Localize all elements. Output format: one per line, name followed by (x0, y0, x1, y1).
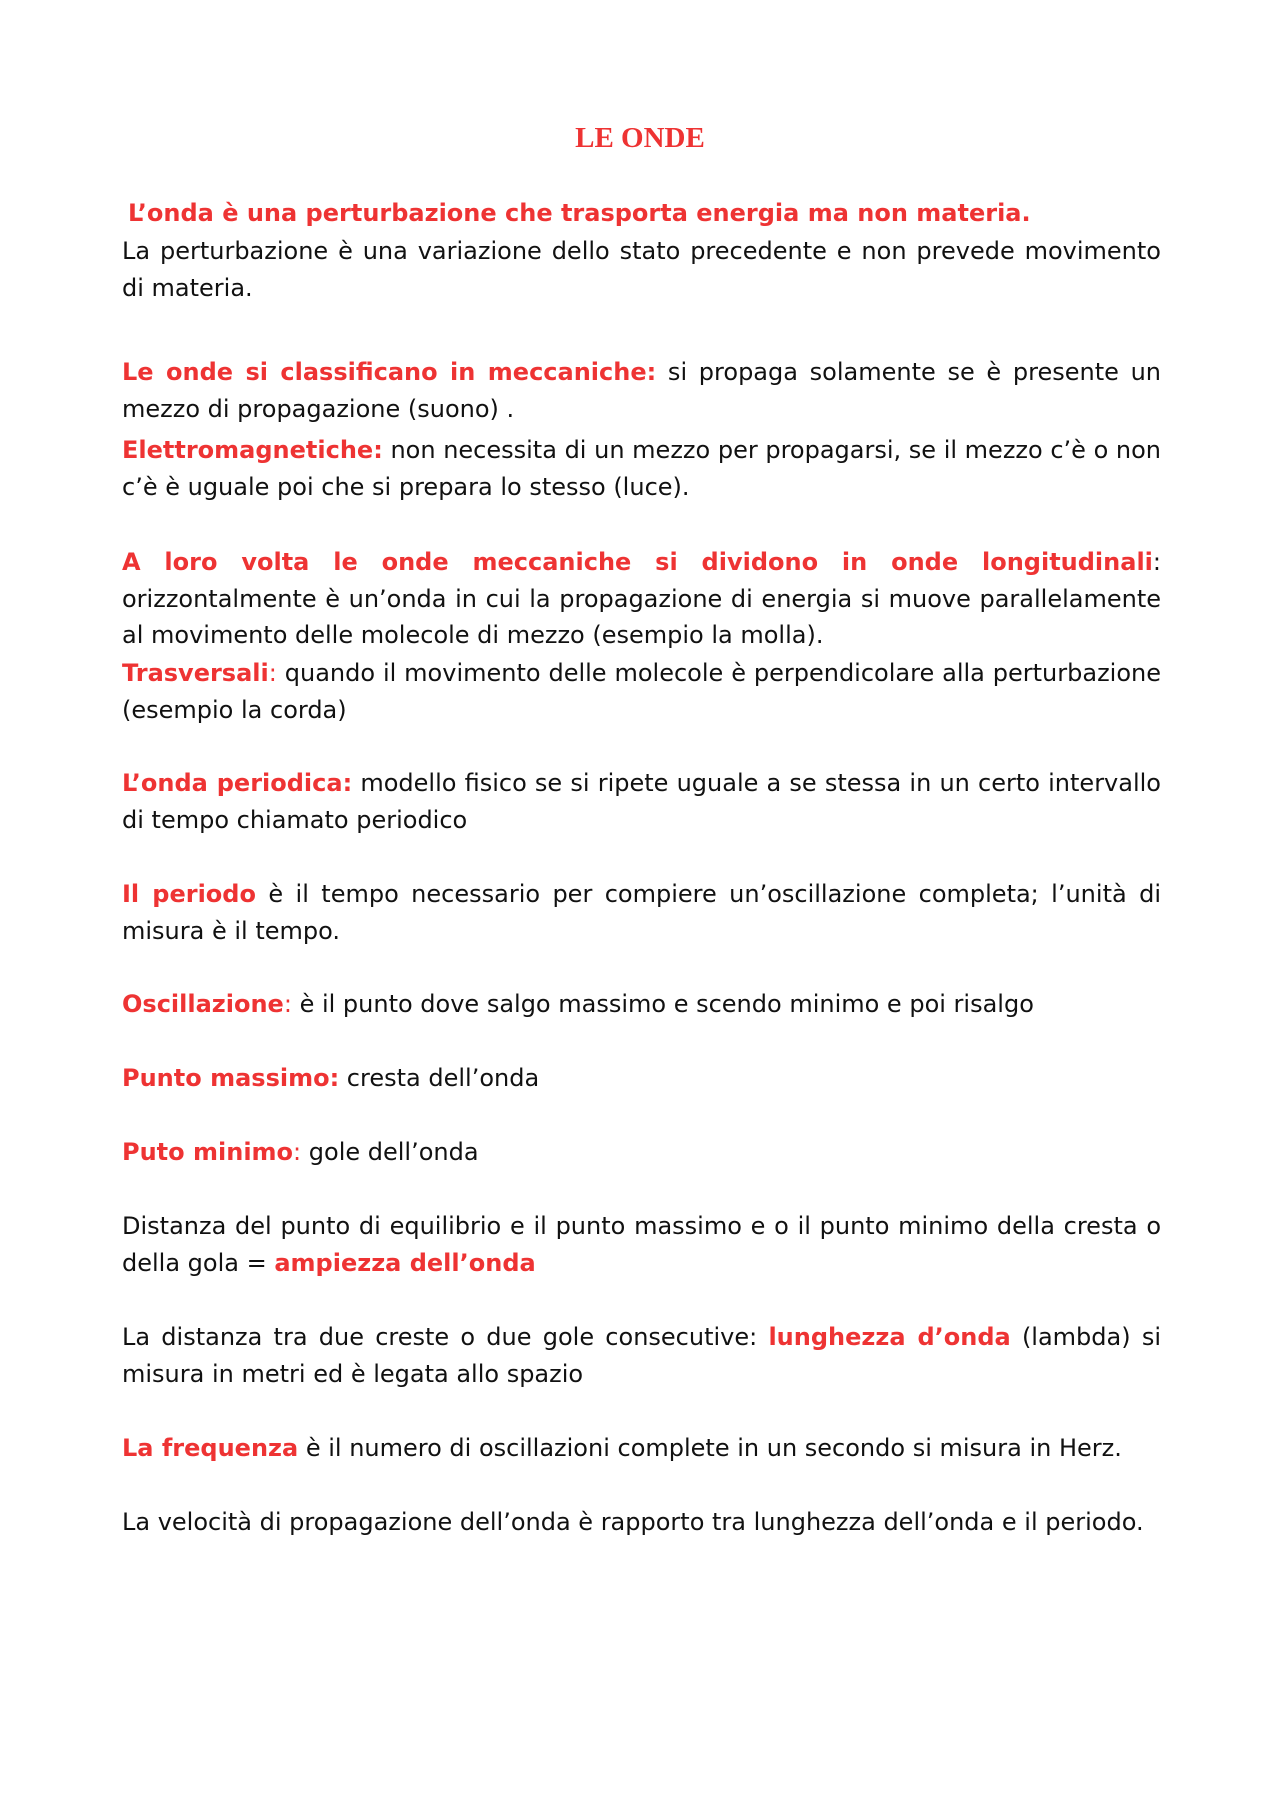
period-text: è il tempo necessario per compiere un’oscillazione completa; l’unità di misura è il tempo. (122, 880, 1161, 945)
transversal-term: Trasversali (122, 659, 269, 687)
wavelength-text-end: (lambda) si misura in metri ed è legata allo spazio (122, 1323, 1161, 1388)
definition-text: L’onda è una perturbazione che trasporta energia ma non materia. (128, 199, 1031, 227)
transversal-paragraph (122, 655, 1161, 728)
electromagnetic-text: non necessita di un mezzo per propagarsi, se il mezzo c’è o non c’è è uguale poi che si prepara lo stesso (luce). (122, 436, 1161, 501)
min-point-term: Puto minimo (122, 1138, 294, 1166)
longitudinal-term: A loro volta le onde meccaniche si dividono in onde longitudinali (122, 548, 1153, 576)
definition-paragraph (122, 195, 1161, 232)
wavelength-text: La distanza tra due creste o due gole consecutive: (122, 1323, 769, 1351)
period-paragraph (122, 876, 1161, 949)
mechanical-paragraph (122, 354, 1161, 427)
min-point-text: gole dell’onda (301, 1138, 479, 1166)
transversal-text: quando il movimento delle molecole è perpendicolare alla perturbazione (esempio la corda) (122, 659, 1161, 724)
frequency-text: è il numero di oscillazioni complete in un secondo si misura in Herz. (298, 1434, 1122, 1462)
periodic-wave-text: modello fisico se si ripete uguale a se stessa in un certo intervallo di tempo chiamato periodico (122, 769, 1161, 834)
amplitude-paragraph (122, 1208, 1161, 1281)
frequency-paragraph (122, 1430, 1161, 1467)
min-point-paragraph (122, 1134, 1161, 1171)
max-point-text: cresta dell’onda (339, 1064, 540, 1092)
longitudinal-paragraph (122, 544, 1161, 654)
period-term: Il periodo (122, 880, 256, 908)
perturbation-paragraph: La perturbazione è una variazione dello stato precedente e non prevede movimento di materia. (122, 237, 1161, 302)
electromagnetic-paragraph (122, 432, 1161, 505)
oscillation-paragraph (122, 986, 1161, 1023)
velocity-paragraph: La velocità di propagazione dell’onda è rapporto tra lunghezza dell’onda e il periodo. (122, 1508, 1144, 1536)
transversal-colon: : (268, 659, 277, 687)
page-title: LE ONDE (575, 122, 705, 154)
mechanical-text: si propaga solamente se è presente un mezzo di propagazione (suono) . (122, 358, 1161, 423)
amplitude-term: ampiezza dell’onda (274, 1248, 536, 1277)
max-point-paragraph (122, 1060, 1161, 1097)
min-point-colon: : (293, 1138, 302, 1166)
longitudinal-text: : orizzontalmente è un’onda in cui la propagazione di energia si muove parallelamente al movimento delle molecole di mezzo (esempio la molla). (122, 548, 1161, 649)
oscillation-term: Oscillazione (122, 990, 284, 1018)
wavelength-paragraph (122, 1319, 1161, 1392)
periodic-wave-paragraph (122, 765, 1161, 838)
max-point-term: Punto massimo: (122, 1064, 340, 1092)
periodic-wave-term: L’onda periodica: (122, 769, 353, 797)
oscillation-text: è il punto dove salgo massimo e scendo minimo e poi risalgo (291, 990, 1034, 1018)
frequency-term: La frequenza (122, 1434, 299, 1462)
amplitude-text: Distanza del punto di equilibrio e il punto massimo e o il punto minimo della cresta o della gola = (122, 1212, 1161, 1277)
wavelength-term: lunghezza d’onda (768, 1323, 1011, 1351)
oscillation-colon: : (283, 990, 292, 1018)
mechanical-term: Le onde si classificano in meccaniche: (122, 358, 657, 386)
electromagnetic-term: Elettromagnetiche: (122, 436, 383, 464)
